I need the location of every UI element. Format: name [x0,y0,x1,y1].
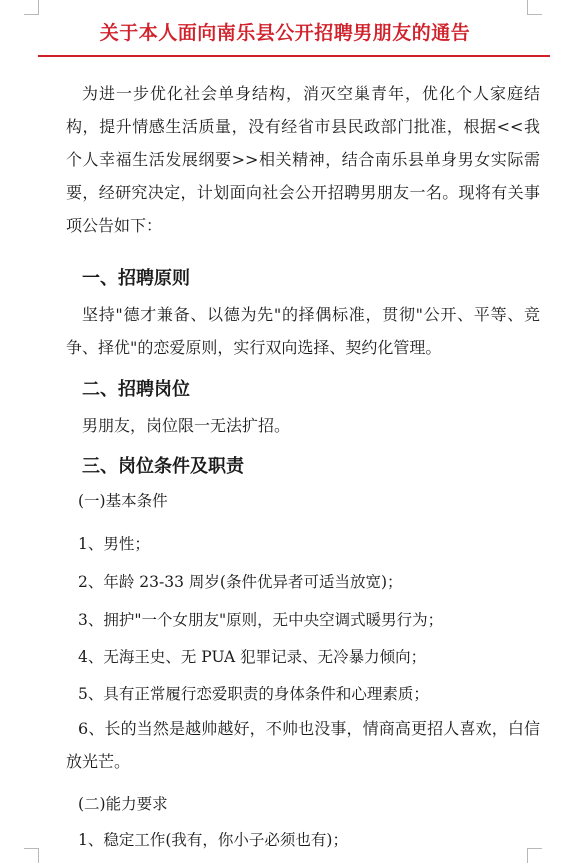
subheading-ability-requirements: (二)能力要求 [78,795,168,813]
list-item: 1、稳定工作(我有，你小子必须也有)； [78,831,348,849]
list-item: 3、拥护"一个女朋友"原则，无中央空调式暖男行为； [78,611,444,629]
list-item: 6、长的当然是越帅越好，不帅也没事，情商高更招人喜欢，白信放光芒。 [66,719,540,771]
document-title: 关于本人面向南乐县公开招聘男朋友的通告 [99,22,471,44]
section-body-position: 男朋友，岗位限一无法扩招。 [82,416,291,435]
crop-mark-top-right [527,0,542,15]
intro-paragraph: 为进一步优化社会单身结构，消灭空巢青年，优化个人家庭结构，提升情感生活质量，没有经省市县民政部门批准，根据<<我个人幸福生活发展纲要>>相关精神，结合南乐县单身男女实际需要，经研究决定，计划面向社会公开招聘男朋友一名。现将有关事项公告如下： [66,84,540,235]
crop-mark-top-left [24,0,39,15]
section-body-principles: 坚持"德才兼备、以德为先"的择偶标准，贯彻"公开、平等、竞争、择优"的恋爱原则，实行双向选择、契约化管理。 [66,305,540,357]
section-heading-position: 二、招聘岗位 [82,379,190,400]
list-item: 5、具有正常履行恋爱职责的身体条件和心理素质； [78,685,429,703]
title-red-rule [38,55,550,57]
section-heading-conditions: 三、岗位条件及职责 [82,456,244,477]
crop-mark-bottom-left [24,848,39,863]
list-item: 1、男性； [78,535,150,553]
section-heading-principles: 一、招聘原则 [82,268,190,289]
subheading-basic-conditions: (一)基本条件 [78,492,168,510]
list-item: 4、无海王史、无 PUA 犯罪记录、无冷暴力倾向； [78,648,427,666]
list-item: 2、年龄 23-33 周岁(条件优异者可适当放宽)； [78,573,403,591]
crop-mark-bottom-right [527,848,542,863]
